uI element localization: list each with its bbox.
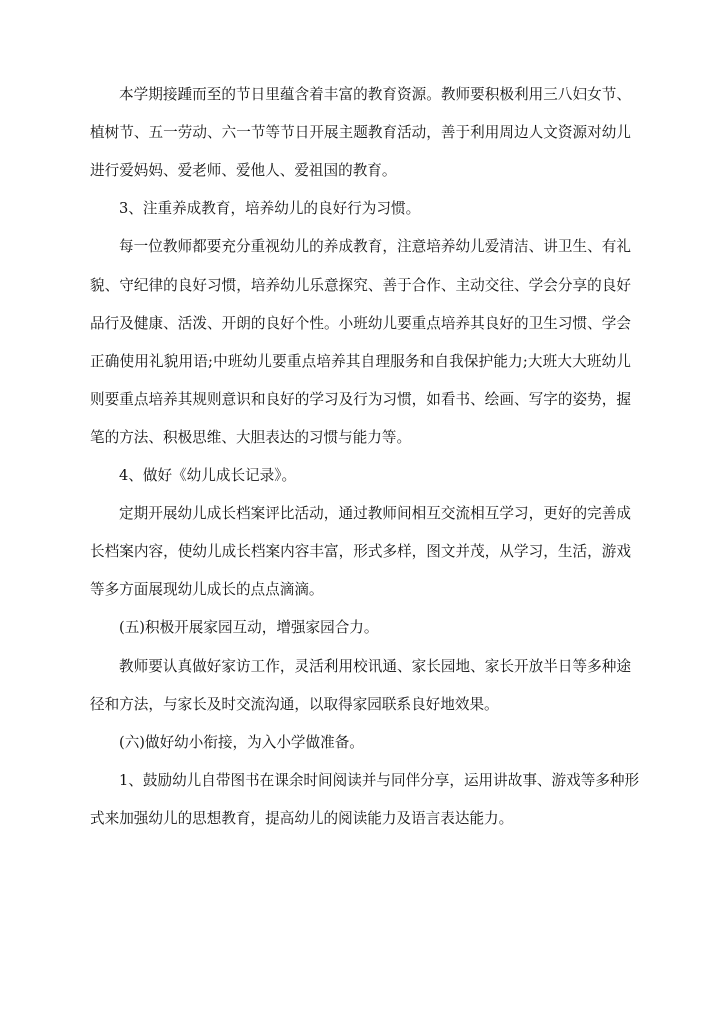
text-line: 长档案内容，使幼儿成长档案内容丰富，形式多样，图文并茂，从学习，生活，游戏 [90, 543, 631, 561]
text-line: 植树节、五一劳动、六一节等节日开展主题教育活动，善于利用周边人文资源对幼儿 [90, 124, 631, 142]
text-line: 貌、守纪律的良好习惯，培养幼儿乐意探究、善于合作、主动交往、学会分享的良好 [90, 276, 631, 294]
text-line: 正确使用礼貌用语;中班幼儿要重点培养其自理服务和自我保护能力;大班大大班幼儿 [90, 352, 631, 370]
text-line: 定期开展幼儿成长档案评比活动，通过教师间相互交流相互学习，更好的完善成 [119, 505, 631, 523]
text-line: 径和方法，与家长及时交流沟通，以取得家园联系良好地效果。 [90, 695, 499, 713]
text-line: 笔的方法、积极思维、大胆表达的习惯与能力等。 [90, 428, 412, 446]
text-line: (五)积极开展家园互动，增强家园合力。 [119, 619, 379, 637]
text-line: 1、鼓励幼儿自带图书在课余时间阅读并与同伴分享，运用讲故事、游戏等多种形 [119, 771, 640, 789]
text-line: 品行及健康、活泼、开朗的良好个性。小班幼儿要重点培养其良好的卫生习惯、学会 [90, 314, 631, 332]
text-line: 式来加强幼儿的思想教育，提高幼儿的阅读能力及语言表达能力。 [90, 809, 514, 827]
text-line: 教师要认真做好家访工作，灵活利用校讯通、家长园地、家长开放半日等多种途 [119, 657, 631, 675]
text-line: 每一位教师都要充分重视幼儿的养成教育，注意培养幼儿爱清洁、讲卫生、有礼 [119, 238, 631, 256]
text-line: 4、做好《幼儿成长记录》。 [119, 467, 297, 484]
text-line: 则要重点培养其规则意识和良好的学习及行为习惯，如看书、绘画、写字的姿势，握 [90, 390, 631, 408]
text-line: (六)做好幼小衔接，为入小学做准备。 [119, 733, 364, 751]
text-line: 本学期接踵而至的节日里蕴含着丰富的教育资源。教师要积极利用三八妇女节、 [119, 86, 631, 103]
text-line: 3、注重养成教育，培养幼儿的良好行为习惯。 [119, 200, 421, 218]
text-line: 等多方面展现幼儿成长的点点滴滴。 [90, 581, 324, 599]
text-line: 进行爱妈妈、爱老师、爱他人、爱祖国的教育。 [90, 162, 397, 180]
